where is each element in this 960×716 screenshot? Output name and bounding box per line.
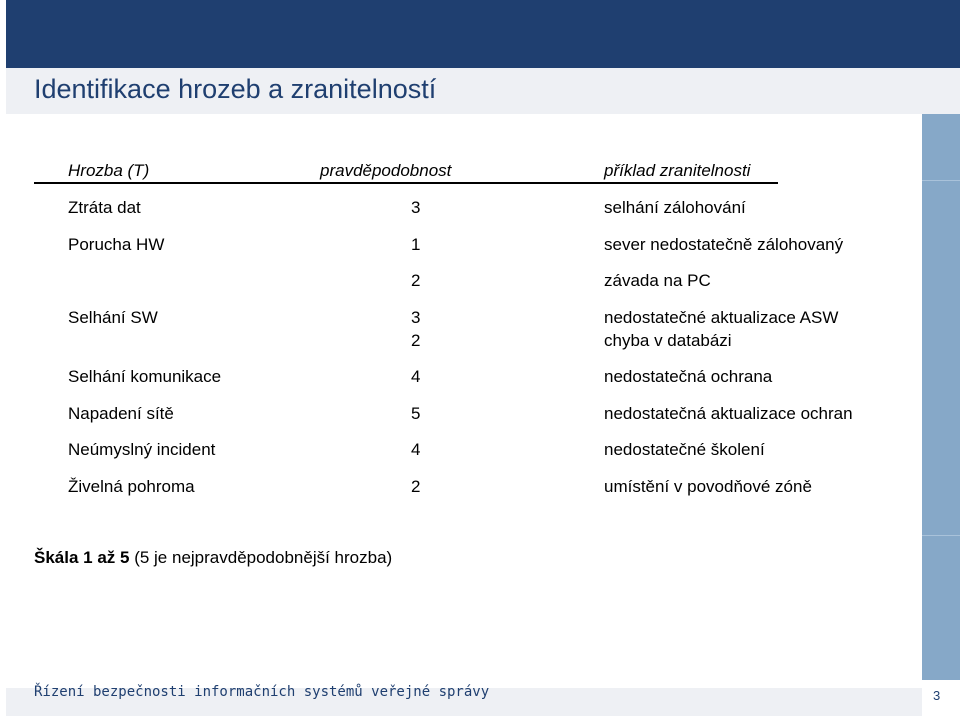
page-number: 3: [933, 688, 941, 703]
probability-cell: 2: [411, 331, 421, 350]
threat-cell: Neúmyslný incident: [68, 440, 216, 459]
slide-title: Identifikace hrozeb a zranitelností: [34, 74, 437, 104]
example-cell: sever nedostatečně zálohovaný: [604, 235, 844, 254]
probability-cell: 1: [411, 235, 421, 254]
probability-cell: 3: [411, 198, 421, 217]
example-cell: chyba v databázi: [604, 331, 732, 350]
example-cell: nedostatečná ochrana: [604, 367, 773, 386]
scale-note: [34, 548, 392, 568]
example-cell: nedostatečné aktualizace ASW: [604, 308, 839, 327]
threat-cell: Napadení sítě: [68, 404, 174, 423]
probability-cell: 5: [411, 404, 421, 423]
threat-cell: Ztráta dat: [68, 198, 141, 217]
example-cell: selhání zálohování: [604, 198, 746, 217]
header-bar-edge: [0, 0, 6, 68]
column-header-example: příklad zranitelnosti: [604, 161, 751, 180]
side-bar-divider: [922, 180, 960, 181]
column-header-probability: pravděpodobnost: [320, 161, 452, 180]
threat-cell: Živelná pohroma: [68, 477, 195, 496]
side-bar-divider: [922, 535, 960, 536]
column-header-threat: Hrozba (T): [68, 161, 150, 180]
probability-cell: 3: [411, 308, 421, 327]
probability-cell: 2: [411, 271, 421, 290]
header-bar: [0, 0, 960, 68]
probability-cell: 2: [411, 477, 421, 496]
example-cell: závada na PC: [604, 271, 711, 290]
side-bar: [922, 114, 960, 688]
scale-note-text: (5 je nejpravděpodobnější hrozba): [129, 548, 393, 567]
footer-text: Řízení bezpečnosti informačních systémů veřejné správy: [34, 684, 490, 700]
header-underline: [34, 182, 778, 184]
example-cell: umístění v povodňové zóně: [604, 477, 812, 496]
threat-cell: Selhání komunikace: [68, 367, 222, 386]
example-cell: nedostatečné školení: [604, 440, 765, 459]
page-number-box: [922, 680, 960, 716]
example-cell: nedostatečná aktualizace ochran: [604, 404, 853, 423]
scale-note-bold: Škála 1 až 5: [34, 548, 130, 567]
probability-cell: 4: [411, 440, 421, 459]
probability-cell: 4: [411, 367, 421, 386]
threat-cell: Porucha HW: [68, 235, 165, 254]
threat-cell: Selhání SW: [68, 308, 158, 327]
